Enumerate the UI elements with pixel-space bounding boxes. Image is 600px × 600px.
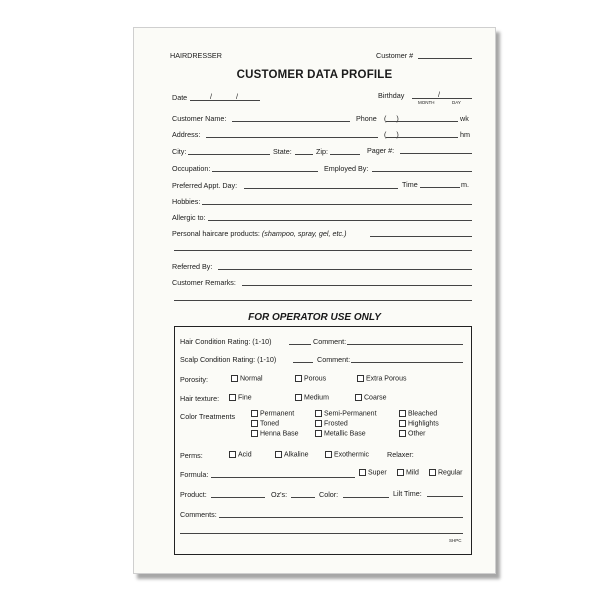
allergic-field[interactable] [208, 220, 472, 221]
checkbox-icon[interactable] [429, 469, 436, 476]
scalp-rating-label: Scalp Condition Rating: (1-10) [180, 355, 277, 364]
phone-work-field[interactable] [386, 121, 458, 122]
checkbox-icon[interactable] [231, 375, 238, 382]
checkbox-icon[interactable] [251, 430, 258, 437]
checkbox-icon[interactable] [315, 410, 322, 417]
checkbox-icon[interactable] [275, 451, 282, 458]
wk-label: wk [460, 114, 469, 123]
personal-products-field[interactable] [370, 236, 472, 237]
personal-products-label [172, 229, 346, 238]
referred-by-field[interactable] [218, 269, 472, 270]
hobbies-label: Hobbies: [172, 197, 201, 206]
scalp-rating-field[interactable] [293, 362, 313, 363]
texture-medium-option[interactable] [295, 394, 329, 401]
relaxer-super-label: Super [368, 469, 387, 477]
city-field[interactable] [188, 154, 270, 155]
checkbox-icon[interactable] [229, 394, 236, 401]
phone-work-label: Phone [356, 114, 377, 123]
hair-comment-field[interactable] [347, 344, 463, 345]
color-highlights-option[interactable] [399, 420, 439, 427]
relaxer-mild-label: Mild [406, 469, 419, 477]
color-henna-option[interactable] [251, 430, 299, 437]
relaxer-regular-option[interactable] [429, 469, 463, 476]
lilt-time-field[interactable] [427, 496, 463, 497]
checkbox-icon[interactable] [251, 420, 258, 427]
remarks-field[interactable] [242, 285, 472, 286]
checkbox-icon[interactable] [295, 394, 302, 401]
am-pm-label: m. [461, 180, 469, 189]
porosity-extra-porous-option[interactable] [357, 375, 406, 382]
zip-label: Zip: [316, 147, 328, 156]
checkbox-icon[interactable] [399, 420, 406, 427]
time-label: Time [402, 180, 418, 189]
relaxer-regular-label: Regular [438, 469, 463, 477]
ozs-label: Oz's: [271, 490, 288, 499]
address-field[interactable] [206, 137, 378, 138]
color-bleached-option[interactable] [399, 410, 437, 417]
occupation-field[interactable] [212, 171, 318, 172]
state-field[interactable] [295, 154, 313, 155]
checkbox-icon[interactable] [397, 469, 404, 476]
employed-by-field[interactable] [372, 171, 472, 172]
color-permanent-option[interactable] [251, 410, 294, 417]
perm-acid-label: Acid [238, 451, 252, 459]
formula-field[interactable] [211, 477, 355, 478]
birthday-label: Birthday [378, 91, 405, 100]
formula-label: Formula: [180, 470, 209, 479]
color-frosted-option[interactable] [315, 420, 348, 427]
porosity-extra-porous-label: Extra Porous [366, 375, 407, 383]
month-caption: MONTH [418, 100, 435, 105]
color-permanent-label: Permanent [260, 410, 295, 418]
checkbox-icon[interactable] [229, 451, 236, 458]
birthday-slash: / [438, 90, 440, 99]
color-field[interactable] [343, 497, 389, 498]
checkbox-icon[interactable] [355, 394, 362, 401]
date-slash-1: / [210, 92, 212, 101]
customer-name-label: Customer Name: [172, 114, 227, 123]
checkbox-icon[interactable] [399, 430, 406, 437]
phone-work-area-code: ( ) [384, 114, 399, 123]
checkbox-icon[interactable] [357, 375, 364, 382]
occupation-label: Occupation: [172, 164, 211, 173]
state-label: State: [273, 147, 292, 156]
color-treatments-label: Color Treatments [180, 412, 236, 421]
operator-box [174, 326, 472, 555]
color-toned-option[interactable] [251, 420, 279, 427]
date-field[interactable] [190, 100, 260, 101]
pager-label: Pager #: [367, 146, 395, 155]
texture-fine-label: Fine [238, 394, 252, 402]
color-highlights-label: Highlights [408, 420, 439, 428]
hobbies-field[interactable] [202, 204, 472, 205]
time-field[interactable] [420, 187, 460, 188]
color-toned-label: Toned [260, 420, 280, 428]
color-other-option[interactable] [399, 430, 426, 437]
referred-by-label: Referred By: [172, 262, 213, 271]
color-label: Color: [319, 490, 339, 499]
product-field[interactable] [211, 497, 265, 498]
preferred-day-label: Preferred Appt. Day: [172, 181, 238, 190]
perm-alkaline-label: Alkaline [284, 451, 309, 459]
checkbox-icon[interactable] [315, 420, 322, 427]
employed-by-label: Employed By: [324, 164, 369, 173]
ozs-field[interactable] [291, 497, 315, 498]
zip-field[interactable] [330, 154, 360, 155]
hair-rating-field[interactable] [289, 344, 311, 345]
personal-products-field-2[interactable] [174, 250, 472, 251]
perm-alkaline-option[interactable] [275, 451, 309, 458]
texture-coarse-option[interactable] [355, 394, 387, 401]
porosity-porous-option[interactable] [295, 375, 326, 382]
page-title: CUSTOMER DATA PROFILE [236, 69, 393, 81]
personal-products-text: Personal haircare products: [172, 229, 260, 238]
date-label: Date [172, 93, 188, 102]
lilt-time-label: Lilt Time: [393, 489, 422, 498]
address-label: Address: [172, 130, 201, 139]
checkbox-icon[interactable] [359, 469, 366, 476]
city-label: City: [172, 147, 187, 156]
perm-acid-option[interactable] [229, 451, 252, 458]
porosity-label: Porosity: [180, 375, 208, 384]
date-slash-2: / [236, 92, 238, 101]
hm-label: hm [460, 130, 470, 139]
header-hairdresser: HAIRDRESSER [170, 51, 222, 60]
phone-home-field[interactable] [386, 137, 458, 138]
remarks-field-2[interactable] [174, 300, 472, 301]
porosity-porous-label: Porous [304, 375, 327, 383]
allergic-label: Allergic to: [172, 213, 206, 222]
scalp-comment-label: Comment: [317, 355, 351, 364]
checkbox-icon[interactable] [399, 410, 406, 417]
checkbox-icon[interactable] [251, 410, 258, 417]
perms-label: Perms: [180, 451, 203, 460]
remarks-label: Customer Remarks: [172, 278, 236, 287]
form-code: SHPC [449, 538, 462, 543]
pager-field[interactable] [400, 153, 472, 154]
operator-section-title: FOR OPERATOR USE ONLY [248, 312, 381, 323]
color-bleached-label: Bleached [408, 410, 438, 418]
texture-fine-option[interactable] [229, 394, 252, 401]
customer-profile-sheet [133, 27, 496, 574]
porosity-normal-option[interactable] [231, 375, 263, 382]
relaxer-label: Relaxer: [387, 450, 414, 459]
color-metallic-option[interactable] [315, 430, 366, 437]
comments-field[interactable] [219, 517, 463, 518]
relaxer-mild-option[interactable] [397, 469, 419, 476]
color-henna-label: Henna Base [260, 430, 299, 438]
relaxer-super-option[interactable] [359, 469, 387, 476]
customer-name-field[interactable] [232, 121, 350, 122]
hair-texture-label: Hair texture: [180, 394, 220, 403]
product-label: Product: [180, 490, 207, 499]
hair-comment-label: Comment: [313, 337, 347, 346]
comments-label: Comments: [180, 510, 217, 519]
header-customer-number-label: Customer # [376, 51, 414, 60]
checkbox-icon[interactable] [295, 375, 302, 382]
personal-products-hint: (shampoo, spray, gel, etc.) [261, 229, 347, 238]
color-other-label: Other [408, 430, 426, 438]
birthday-field[interactable] [412, 98, 472, 99]
preferred-day-field[interactable] [244, 188, 398, 189]
color-semi-permanent-label: Semi-Permanent [324, 410, 377, 418]
phone-home-area-code: ( ) [384, 130, 399, 139]
checkbox-icon[interactable] [315, 430, 322, 437]
comments-field-2[interactable] [180, 533, 463, 534]
texture-coarse-label: Coarse [364, 394, 387, 402]
texture-medium-label: Medium [304, 394, 329, 402]
color-frosted-label: Frosted [324, 420, 348, 428]
perm-exothermic-option[interactable] [325, 451, 369, 458]
day-caption: DAY [452, 100, 461, 105]
checkbox-icon[interactable] [325, 451, 332, 458]
color-metallic-label: Metallic Base [324, 430, 366, 438]
customer-number-field[interactable] [418, 58, 472, 59]
hair-rating-label: Hair Condition Rating: (1-10) [180, 337, 272, 346]
porosity-normal-label: Normal [240, 375, 263, 383]
perm-exothermic-label: Exothermic [334, 451, 370, 459]
color-semi-permanent-option[interactable] [315, 410, 377, 417]
scalp-comment-field[interactable] [351, 362, 463, 363]
